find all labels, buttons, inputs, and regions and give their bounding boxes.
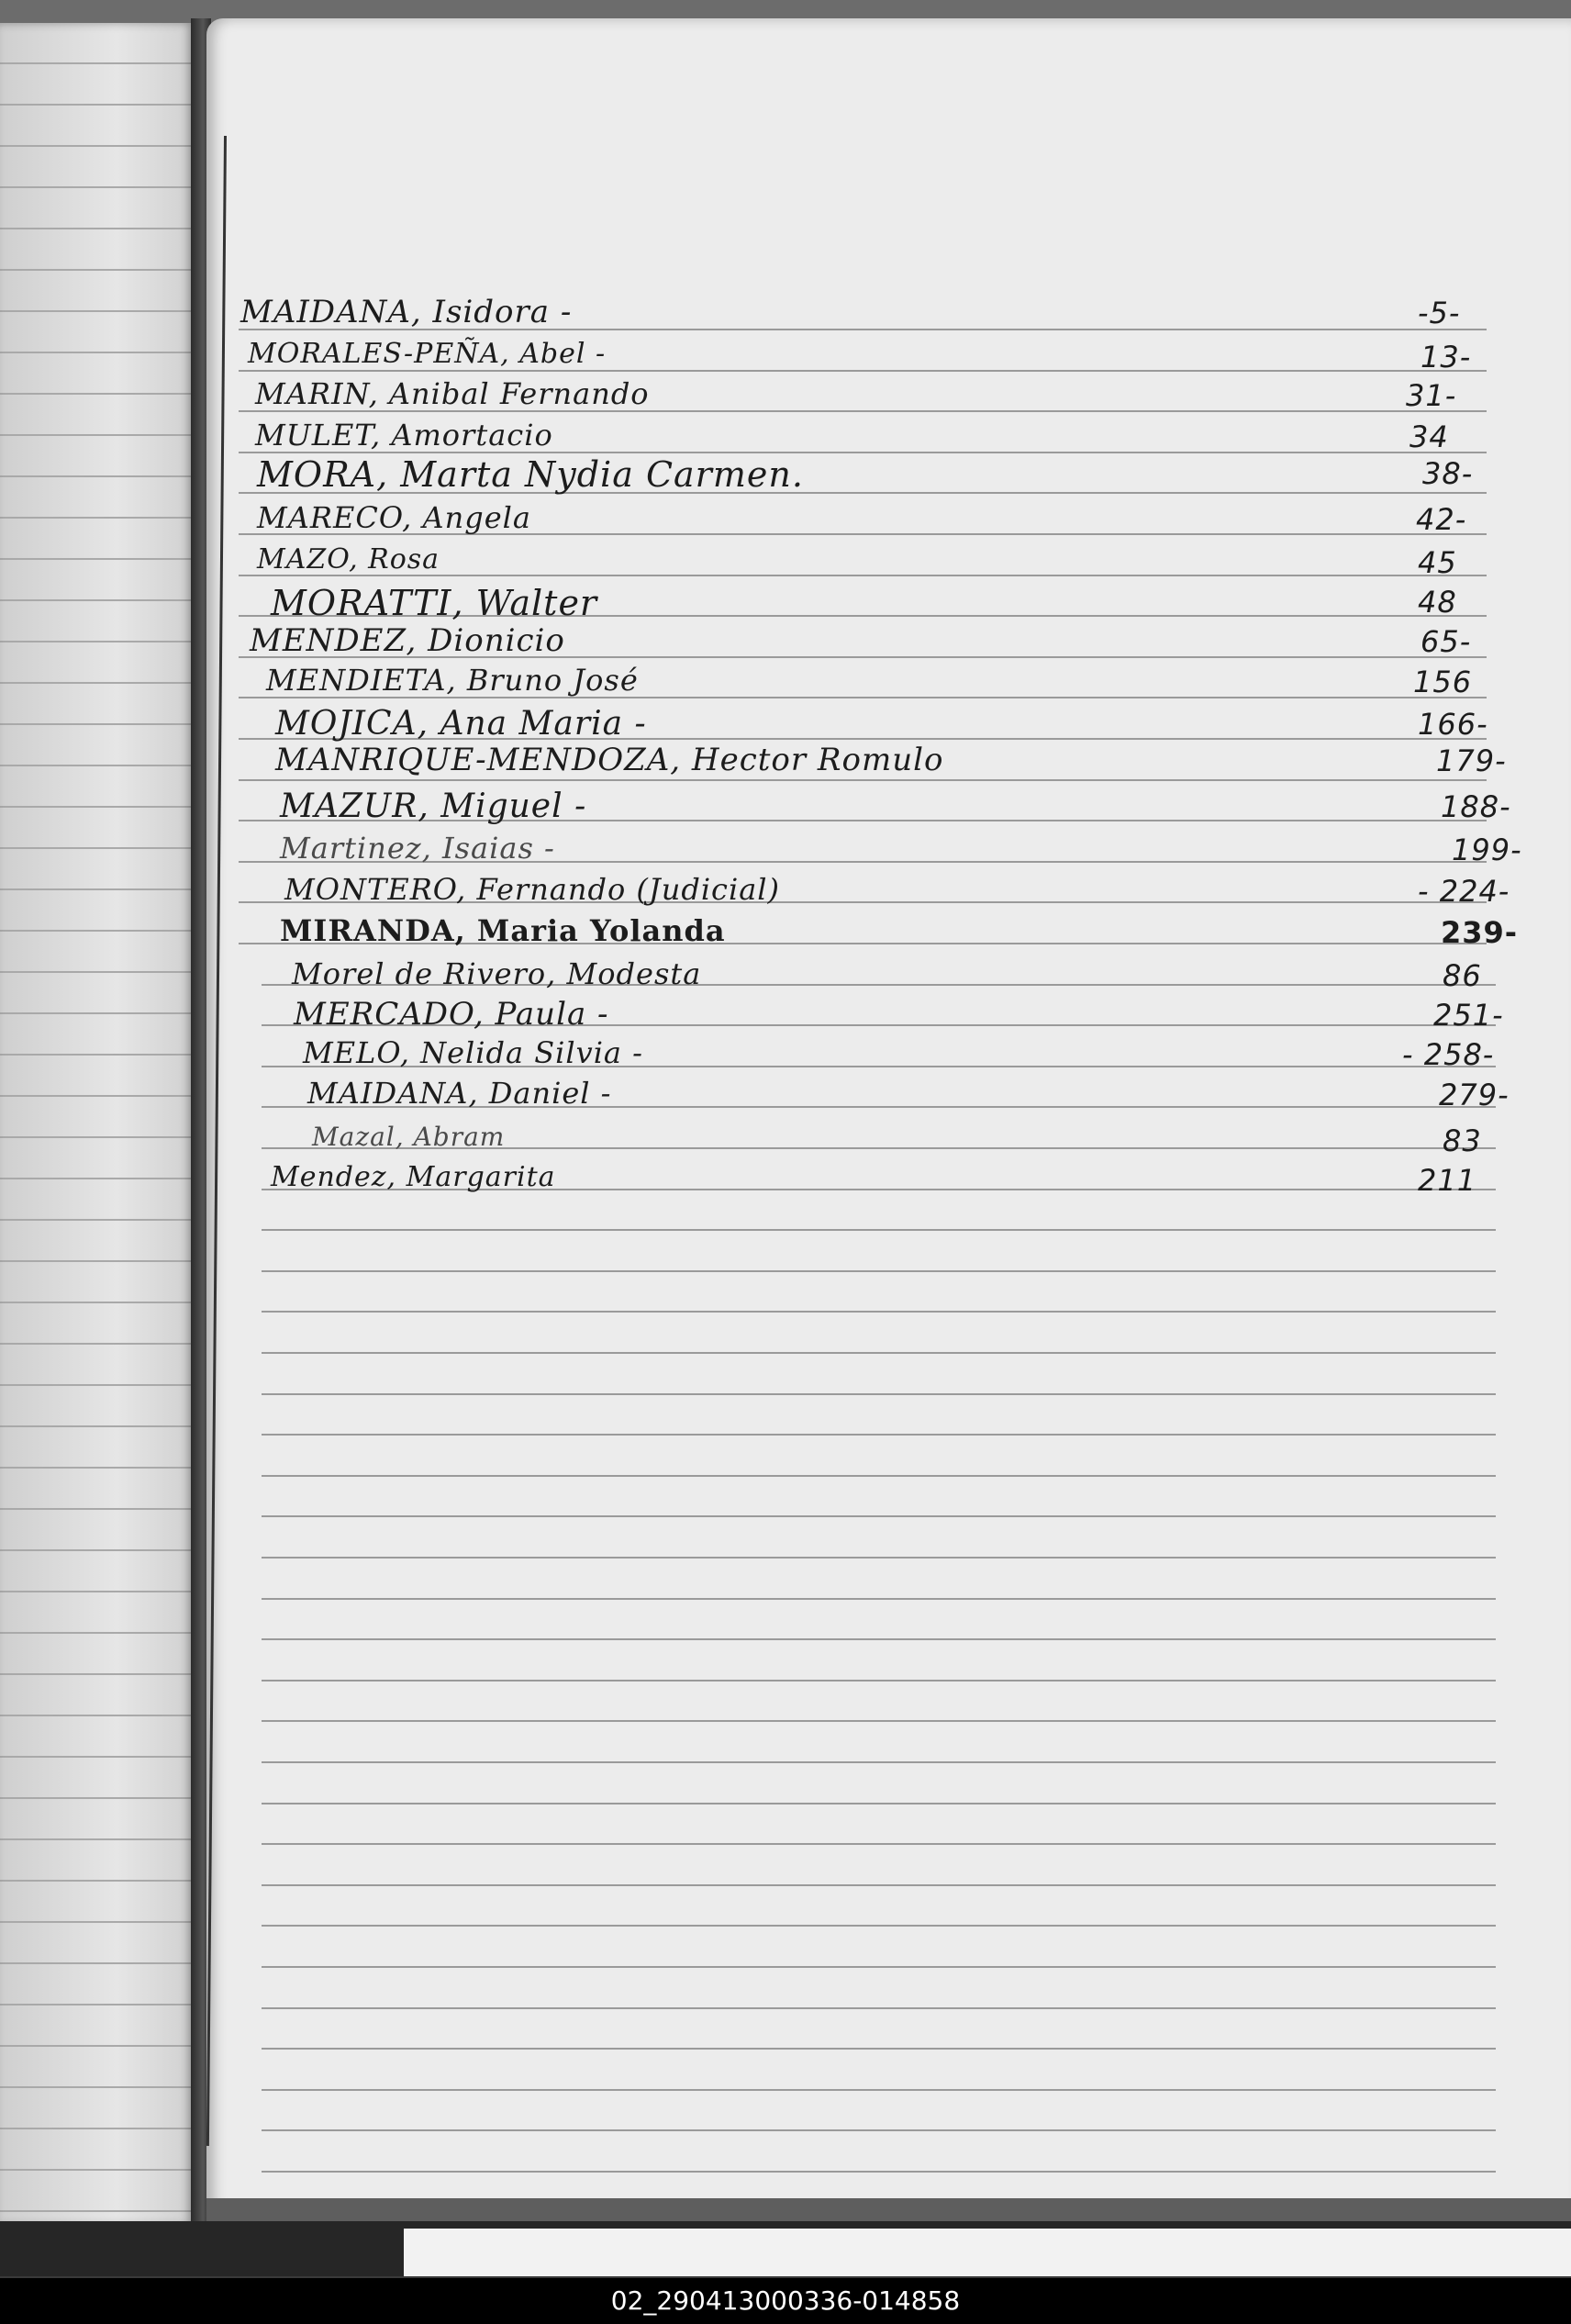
entry-page: 86 — [1443, 958, 1482, 993]
ruled-line — [262, 1515, 1496, 1517]
entry-page: 251- — [1433, 998, 1504, 1033]
entry-name: Martinez, Isaias - — [280, 831, 555, 866]
entry-name: Mendez, Margarita — [271, 1161, 556, 1193]
entry-name: MORALES-PEÑA, Abel - — [248, 338, 607, 370]
entry-page: 279- — [1439, 1078, 1510, 1112]
ruled-line — [262, 1925, 1496, 1927]
entry-page: - 224- — [1418, 874, 1510, 909]
entry-page: 34 — [1409, 419, 1449, 454]
entry-page: 211 — [1418, 1163, 1477, 1198]
entry-name: MAIDANA, Daniel - — [307, 1076, 612, 1111]
entry-name: MAIDANA, Isidora - — [240, 294, 573, 330]
entry-name: MOJICA, Ana Maria - — [275, 705, 647, 743]
ruled-line — [262, 2007, 1496, 2009]
entry-name: MORATTI, Walter — [271, 583, 598, 623]
entry-name: Mazal, Abram — [312, 1122, 506, 1152]
entry-name: MERCADO, Paula - — [294, 996, 609, 1033]
ruled-line — [262, 2048, 1496, 2050]
ruled-line — [262, 1720, 1496, 1722]
entry-name: MELO, Nelida Silvia - — [303, 1035, 643, 1070]
entry-page: 48 — [1418, 585, 1457, 620]
ruled-line — [262, 2171, 1496, 2173]
entry-page: 42- — [1416, 502, 1467, 537]
entry-page: 31- — [1406, 378, 1457, 413]
entry-page: 38- — [1422, 456, 1474, 491]
ruled-line — [262, 2129, 1496, 2131]
entry-page: 166- — [1418, 707, 1488, 742]
ruled-line — [239, 779, 1487, 781]
ruled-line — [262, 1270, 1496, 1272]
entry-page: 199- — [1452, 832, 1522, 867]
entry-name: MIRANDA, Maria Yolanda — [280, 913, 726, 948]
left-page — [0, 23, 195, 2226]
ruled-line — [262, 1352, 1496, 1354]
image-id-caption: 02_290413000336-014858 — [0, 2278, 1571, 2324]
entry-page: 45 — [1418, 545, 1457, 580]
ruled-line — [262, 1761, 1496, 1763]
entry-name: MULET, Amortacio — [255, 418, 553, 453]
entry-page: - 258- — [1402, 1037, 1495, 1072]
entry-page: 188- — [1441, 789, 1511, 824]
entry-page: 83 — [1443, 1123, 1482, 1158]
ruled-line — [262, 1229, 1496, 1231]
entry-page: 156 — [1413, 665, 1473, 699]
entry-name: MENDEZ, Dionicio — [250, 622, 565, 659]
entry-page: 179- — [1436, 743, 1507, 778]
ruled-line — [262, 1598, 1496, 1600]
bottom-paper — [404, 2229, 1571, 2276]
entry-name: MENDIETA, Bruno José — [266, 663, 639, 698]
ruled-line — [262, 1680, 1496, 1682]
entry-name: MONTERO, Fernando (Judicial) — [284, 872, 780, 907]
entry-name: MAZUR, Miguel - — [280, 788, 587, 825]
ruled-line — [262, 1803, 1496, 1804]
ruled-line — [262, 1557, 1496, 1559]
entry-name: MANRIQUE-MENDOZA, Hector Romulo — [275, 742, 944, 778]
entry-name: MAZO, Rosa — [257, 543, 440, 575]
entry-page: 65- — [1421, 624, 1472, 659]
entry-page: 13- — [1421, 340, 1472, 374]
ruled-line — [262, 1393, 1496, 1395]
entry-name: MORA, Marta Nydia Carmen. — [257, 454, 804, 495]
ruled-line — [262, 1638, 1496, 1640]
entry-name: MARECO, Angela — [257, 500, 531, 535]
ruled-line — [262, 1884, 1496, 1886]
ruled-line — [262, 1966, 1496, 1968]
ruled-line — [262, 2089, 1496, 2091]
ruled-line — [262, 1434, 1496, 1436]
ruled-line — [262, 1475, 1496, 1477]
ruled-line — [262, 1311, 1496, 1313]
entry-page: 239- — [1441, 915, 1519, 950]
entry-name: Morel de Rivero, Modesta — [292, 956, 702, 991]
entry-name: MARIN, Anibal Fernando — [255, 376, 650, 411]
entry-page: -5- — [1418, 296, 1461, 330]
ruled-line — [262, 1843, 1496, 1845]
